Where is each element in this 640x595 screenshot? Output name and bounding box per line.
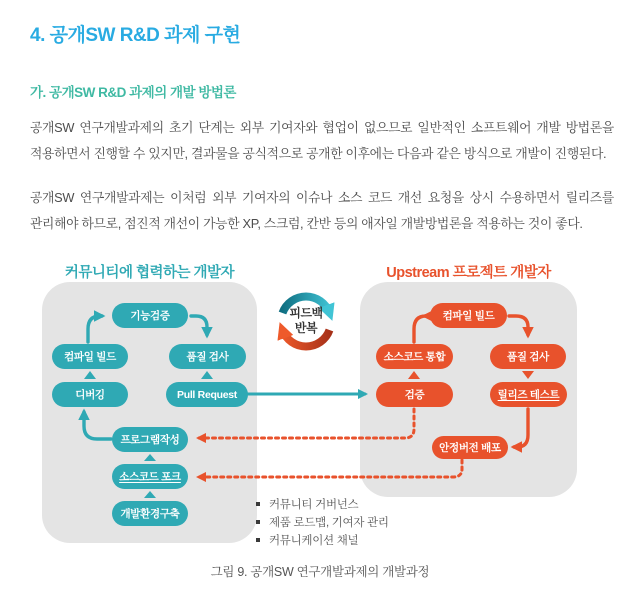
node-source-fork: 소스코드 포크 (112, 464, 188, 489)
node-pull-request: Pull Request (166, 382, 248, 407)
page-title: 4. 공개SW R&D 과제 구현 (30, 25, 241, 46)
node-verify: 검증 (376, 382, 453, 407)
bullet-item: 제품 로드맵, 기여자 관리 (256, 513, 389, 531)
node-debugging: 디버깅 (52, 382, 128, 407)
figure-caption: 그림 9. 공개SW 연구개발과제의 개발과정 (210, 565, 430, 579)
node-release-test: 릴리즈 테스트 (490, 382, 567, 407)
feedback-label-line1: 피드백 (289, 306, 323, 320)
bullet-square-icon (256, 520, 260, 524)
node-compile-build-left: 컴파일 빌드 (52, 344, 128, 369)
paragraph-1: 공개SW 연구개발과제의 초기 단계는 외부 기여자와 협업이 없으므로 일반적인 소프트웨어 개발 방법론을 적용하면서 진행할 수 있지만, 결과물을 공식적으로 공개한 이후에는 다음과 같은 방식으로 개발이 진행된다. (30, 120, 614, 161)
node-source-merge: 소스코드 통합 (376, 344, 453, 369)
node-feature-verify: 기능검증 (112, 303, 188, 328)
upstream-panel-title: Upstream 프로젝트 개발자 (386, 265, 551, 281)
bullet-list (256, 495, 389, 549)
node-stable-deploy: 안정버전 배포 (432, 436, 508, 459)
node-dev-env: 개발환경구축 (112, 501, 188, 526)
node-compile-build-right: 컴파일 빌드 (430, 303, 507, 328)
paragraph-2: 공개SW 연구개발과제는 이처럼 외부 기여자의 이슈나 소스 코드 개선 요청을 상시 수용하면서 릴리즈를 관리해야 하므로, 점진적 개선이 가능한 XP, 스크럼, 칸반 등의 애자일 개발방법론을 적용하는 것이 좋다. (30, 190, 614, 231)
bullet-square-icon (256, 502, 260, 506)
node-programming: 프로그램작성 (112, 427, 188, 452)
node-quality-check-left: 품질 검사 (169, 344, 246, 369)
section-subtitle: 가. 공개SW R&D 과제의 개발 방법론 (30, 85, 236, 100)
node-quality-check-right: 품질 검사 (490, 344, 566, 369)
community-panel-title: 커뮤니티에 협력하는 개발자 (64, 265, 235, 281)
bullet-square-icon (256, 538, 260, 542)
bullet-item: 커뮤니티 거버넌스 (256, 495, 389, 513)
feedback-label-line2: 반복 (294, 321, 318, 335)
feedback-loop-label (281, 306, 331, 336)
bullet-item: 커뮤니케이션 채널 (256, 531, 389, 549)
